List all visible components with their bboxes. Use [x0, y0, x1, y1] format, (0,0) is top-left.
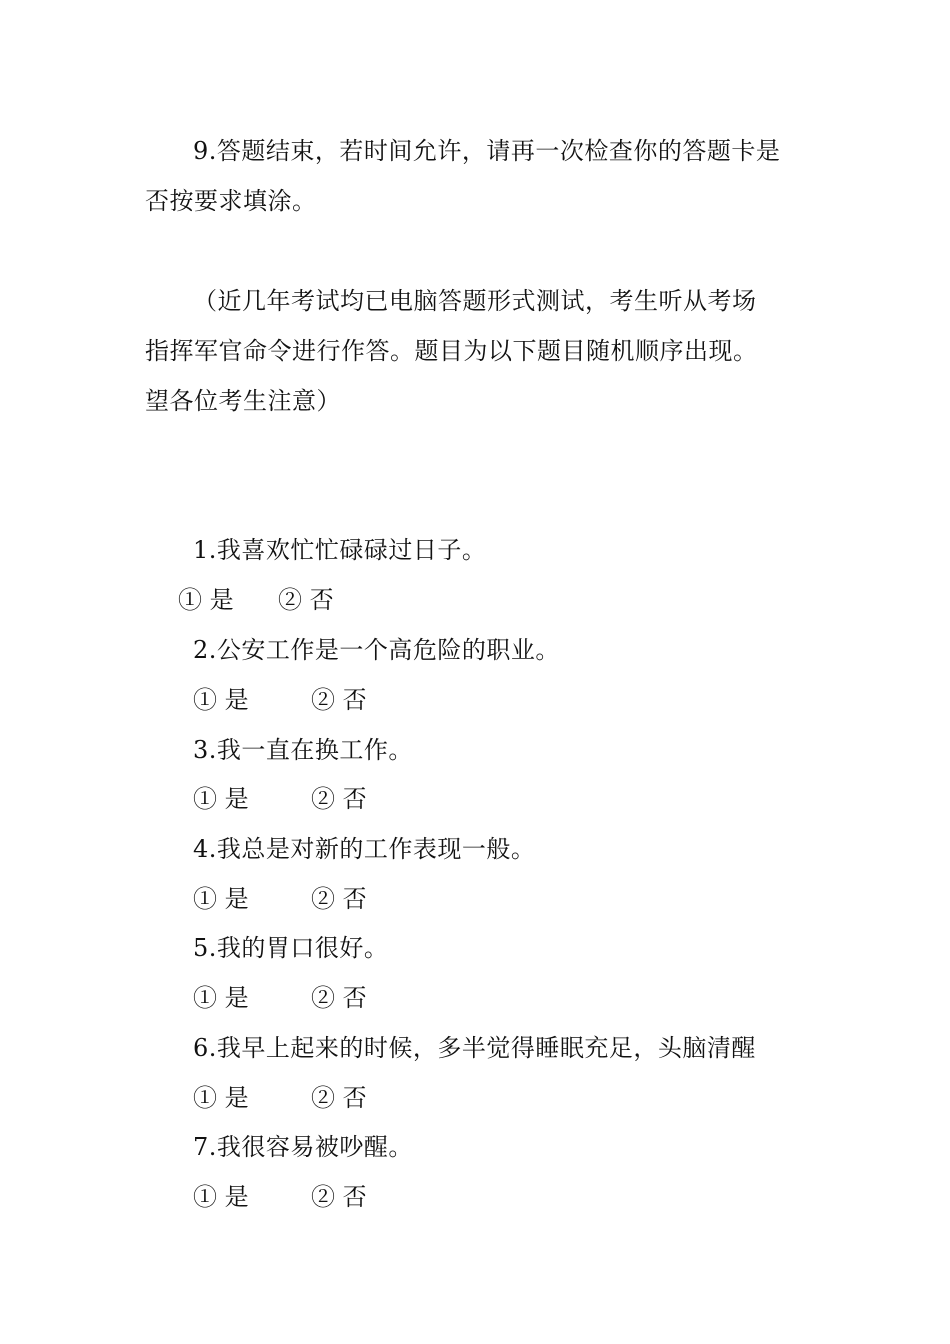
question-1-option-no[interactable]: ② 否: [278, 586, 334, 614]
instruction-9-line-2: 否按要求填涂。: [145, 187, 317, 215]
question-2-text: 2.公安工作是一个高危险的职业。: [193, 636, 560, 664]
question-7-option-no[interactable]: ② 否: [311, 1183, 367, 1211]
question-4-option-yes[interactable]: ① 是: [193, 885, 249, 913]
question-6-option-yes[interactable]: ① 是: [193, 1084, 249, 1112]
question-6-text: 6.我早上起来的时候，多半觉得睡眠充足，头脑清醒: [193, 1034, 756, 1062]
note-line-3: 望各位考生注意）: [145, 387, 341, 415]
question-1-text: 1.我喜欢忙忙碌碌过日子。: [193, 536, 487, 564]
question-3-text: 3.我一直在换工作。: [193, 736, 413, 764]
note-line-2: 指挥军官命令进行作答。题目为以下题目随机顺序出现。: [145, 337, 758, 365]
question-2-option-yes[interactable]: ① 是: [193, 686, 249, 714]
question-7-text: 7.我很容易被吵醒。: [193, 1133, 413, 1161]
question-3-option-yes[interactable]: ① 是: [193, 785, 249, 813]
question-2-option-no[interactable]: ② 否: [311, 686, 367, 714]
instruction-9-line-1: 9.答题结束，若时间允许，请再一次检查你的答题卡是: [193, 137, 781, 165]
question-1-option-yes[interactable]: ① 是: [178, 586, 234, 614]
question-6-option-no[interactable]: ② 否: [311, 1084, 367, 1112]
note-line-1: （近几年考试均已电脑答题形式测试，考生听从考场: [193, 287, 757, 315]
question-5-option-yes[interactable]: ① 是: [193, 984, 249, 1012]
question-4-text: 4.我总是对新的工作表现一般。: [193, 835, 536, 863]
question-3-option-no[interactable]: ② 否: [311, 785, 367, 813]
question-7-option-yes[interactable]: ① 是: [193, 1183, 249, 1211]
question-5-text: 5.我的胃口很好。: [193, 934, 389, 962]
question-4-option-no[interactable]: ② 否: [311, 885, 367, 913]
question-5-option-no[interactable]: ② 否: [311, 984, 367, 1012]
